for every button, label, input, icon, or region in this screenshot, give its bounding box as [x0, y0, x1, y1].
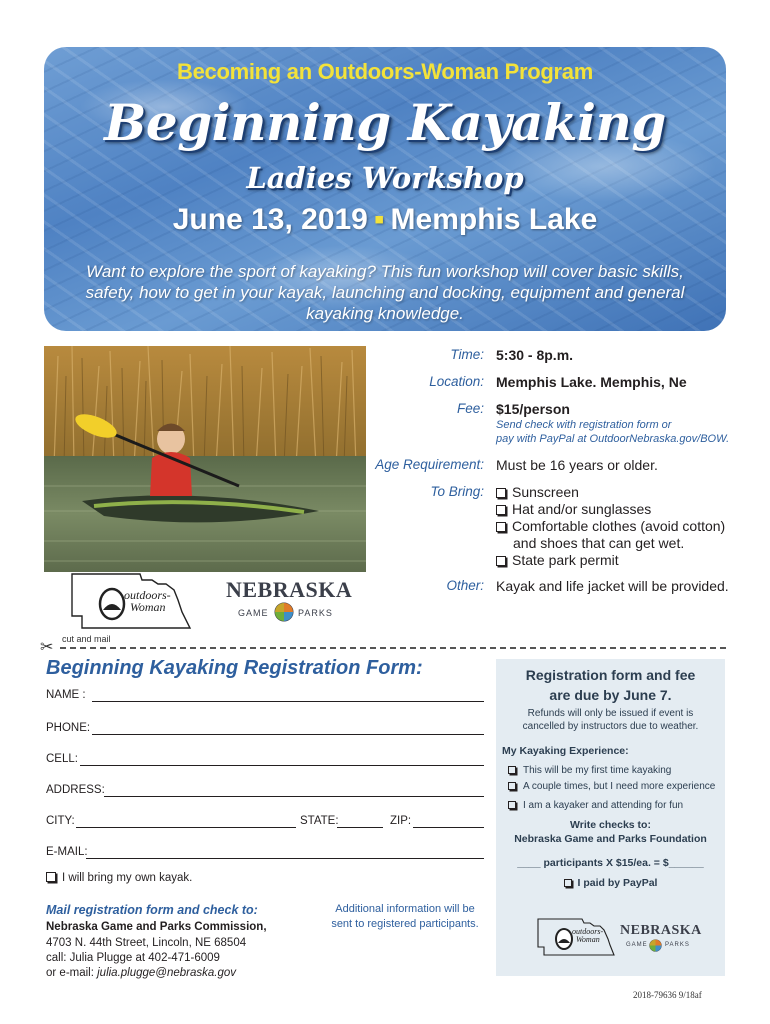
fee-note-line-1: Send check with registration form or	[496, 419, 672, 431]
ngp-logo-parks-small: PARKS	[665, 942, 690, 948]
outdoors-woman-logo	[70, 570, 192, 632]
intro-text: Want to explore the sport of kayaking? This fun workshop will cover basic skills, safety, how to get in your kayak, launching and docking, equipment and general kayaking knowledge.	[85, 262, 685, 323]
checkbox-icon[interactable]	[508, 766, 516, 774]
bring-item: Comfortable clothes (avoid cotton)	[496, 518, 725, 535]
own-kayak-option[interactable]: I will bring my own kayak.	[46, 872, 192, 884]
checkbox-icon[interactable]	[508, 782, 516, 790]
location-label: Location:	[429, 374, 484, 389]
additional-info-note: Additional information will be sent to registered participants.	[331, 903, 479, 930]
city-label: CITY:	[46, 815, 75, 827]
experience-heading: My Kayaking Experience:	[502, 745, 629, 757]
ngp-logo-word: NEBRASKA	[226, 577, 353, 602]
state-field[interactable]	[337, 827, 383, 828]
experience-option[interactable]: I am a kayaker and attending for fun	[508, 800, 683, 811]
fee-value: $15/person	[496, 401, 570, 417]
participants-line[interactable]: ____ participants X $15/ea. = $______	[517, 857, 704, 869]
bring-item: Sunscreen	[496, 484, 579, 501]
paypal-option[interactable]: I paid by PayPal	[496, 877, 725, 889]
page-subtitle: Ladies Workshop	[246, 161, 524, 195]
mail-call: call: Julia Plugge at 402-471-6009	[46, 952, 220, 964]
time-value: 5:30 - 8p.m.	[496, 347, 574, 363]
fee-note-line-2: pay with PayPal at OutdoorNebraska.gov/BOW.	[496, 433, 730, 445]
checkbox-icon[interactable]	[46, 872, 56, 882]
cut-and-mail-text: cut and mail	[62, 634, 111, 644]
cell-field[interactable]	[80, 765, 484, 766]
nebraska-game-parks-logo	[226, 577, 353, 621]
address-label: ADDRESS:	[46, 784, 105, 796]
bow-logo-bottom: Woman	[130, 600, 166, 614]
other-label: Other:	[446, 578, 484, 593]
ngp-emblem-icon	[649, 939, 662, 952]
other-value: Kayak and life jacket will be provided.	[496, 578, 729, 594]
fee-label: Fee:	[456, 401, 484, 416]
zip-field[interactable]	[413, 827, 484, 828]
mail-email-line: or e-mail: julia.plugge@nebraska.gov	[46, 967, 237, 979]
experience-option[interactable]: This will be my first time kayaking	[508, 765, 671, 776]
page-title: Beginning Kayaking	[104, 93, 666, 152]
location-value: Memphis Lake. Memphis, Ne	[496, 374, 687, 390]
mail-heading: Mail registration form and check to:	[46, 903, 258, 917]
name-label: NAME :	[46, 689, 86, 701]
age-requirement-label: Age Requirement:	[375, 457, 484, 472]
scissors-icon: ✂	[40, 639, 54, 656]
bow-logo-top-small: outdoors-	[572, 927, 604, 936]
contact-email-link[interactable]: julia.plugge@nebraska.gov	[97, 967, 237, 979]
header-banner	[44, 47, 726, 331]
checkbox-icon	[496, 505, 506, 515]
date-location-line	[44, 203, 726, 237]
name-field[interactable]	[92, 701, 484, 702]
event-location: Memphis Lake	[390, 203, 598, 236]
registration-form-title: Beginning Kayaking Registration Form:	[46, 657, 423, 679]
bring-item: State park permit	[496, 552, 619, 569]
phone-field[interactable]	[92, 734, 484, 735]
phone-label: PHONE:	[46, 722, 91, 734]
state-label: STATE:	[300, 815, 339, 827]
registration-sidebox	[496, 659, 725, 976]
program-name: Becoming an Outdoors-Woman Program	[177, 59, 593, 84]
to-bring-label: To Bring:	[430, 484, 484, 499]
bring-item-continued: and shoes that can get wet.	[513, 535, 685, 551]
write-checks-to: Write checks to: Nebraska Game and Parks Foundation	[514, 819, 707, 845]
checkbox-icon[interactable]	[564, 879, 572, 887]
address-field[interactable]	[104, 796, 484, 797]
ngp-logo-game: GAME	[238, 608, 269, 618]
bring-item: Hat and/or sunglasses	[496, 501, 651, 518]
refund-note: Refunds will only be issued if event is cancelled by instructors due to weather.	[522, 708, 699, 732]
ngp-logo-game-small: GAME	[626, 942, 648, 948]
email-field[interactable]	[86, 858, 484, 859]
bow-logo-bottom-small: Woman	[576, 935, 600, 944]
due-heading: Registration form and fee are due by June 7.	[525, 667, 696, 703]
document-number: 2018-79636 9/18af	[633, 990, 702, 1000]
cut-line	[60, 647, 726, 649]
event-date: June 13, 2019	[172, 203, 368, 236]
separator-dot: ▪	[373, 203, 385, 236]
time-label: Time:	[450, 347, 484, 362]
checkbox-icon	[496, 556, 506, 566]
email-label: E-MAIL:	[46, 846, 88, 858]
checkbox-icon	[496, 488, 506, 498]
cell-label: CELL:	[46, 753, 78, 765]
ngp-logo-word-small: NEBRASKA	[620, 923, 702, 938]
city-field[interactable]	[76, 827, 296, 828]
checkbox-icon[interactable]	[508, 801, 516, 809]
checkbox-icon	[496, 522, 506, 532]
mail-org: Nebraska Game and Parks Commission,	[46, 921, 267, 933]
mail-street: 4703 N. 44th Street, Lincoln, NE 68504	[46, 937, 247, 949]
age-requirement-value: Must be 16 years or older.	[496, 457, 658, 473]
outdoors-woman-logo-small	[536, 915, 616, 959]
experience-option[interactable]: A couple times, but I need more experience	[508, 781, 715, 792]
nebraska-game-parks-logo-small	[620, 923, 702, 955]
bow-logo-top: outdoors-	[124, 588, 171, 602]
zip-label: ZIP:	[390, 815, 412, 827]
ngp-emblem-icon	[274, 602, 294, 622]
ngp-logo-parks: PARKS	[298, 608, 333, 618]
